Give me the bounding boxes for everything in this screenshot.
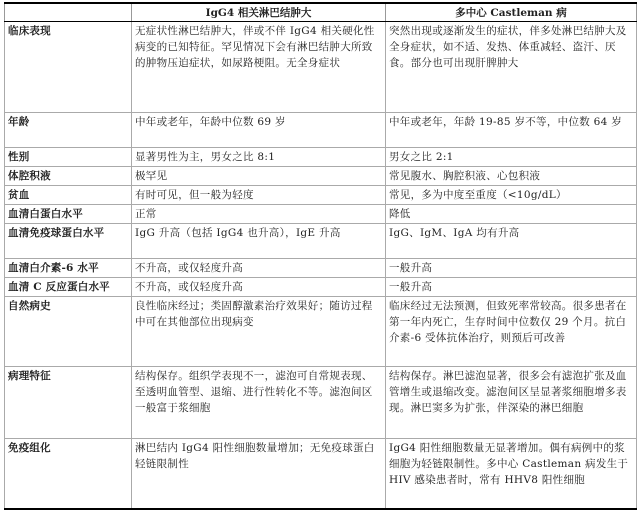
header-empty-cell [5, 3, 132, 22]
castleman-cell: 一般升高 [386, 278, 637, 297]
igg4-cell: 有时可见，但一般为轻度 [132, 186, 386, 205]
castleman-cell: 常见，多为中度至重度（<10g/dL） [386, 186, 637, 205]
igg4-cell: 无症状性淋巴结肿大，伴或不伴 IgG4 相关硬化性病变的已知特征。罕见情况下会有淋巴结肿大所致的肿物压迫症状，如尿路梗阻。无全身症状 [132, 22, 386, 113]
castleman-cell: IgG4 阳性细胞数量无显著增加。偶有病例中的浆细胞为轻链限制性。多中心 Castleman 病发生于 HIV 感染患者时，常有 HHV8 阳性细胞 [386, 439, 637, 509]
igg4-cell: IgG 升高（包括 IgG4 也升高），IgE 升高 [132, 224, 386, 259]
castleman-cell: 降低 [386, 205, 637, 224]
header-igg4: IgG4 相关淋巴结肿大 [132, 3, 386, 22]
castleman-cell: 一般升高 [386, 259, 637, 278]
castleman-cell: 中年或老年，年龄 19-85 岁不等，中位数 64 岁 [386, 113, 637, 148]
table-row [5, 22, 637, 113]
igg4-cell: 显著男性为主，男女之比 8:1 [132, 148, 386, 167]
castleman-cell: 男女之比 2:1 [386, 148, 637, 167]
igg4-cell: 良性临床经过；类固醇激素治疗效果好；随访过程中可在其他部位出现病变 [132, 297, 386, 367]
row-label: 自然病史 [5, 297, 132, 367]
igg4-cell: 不升高，或仅轻度升高 [132, 259, 386, 278]
igg4-cell: 淋巴结内 IgG4 阳性细胞数量增加；无免疫球蛋白轻链限制性 [132, 439, 386, 509]
table-row [5, 205, 637, 224]
table-row [5, 186, 637, 205]
comparison-table [4, 2, 637, 510]
igg4-cell: 中年或老年，年龄中位数 69 岁 [132, 113, 386, 148]
castleman-cell: IgG、IgM、IgA 均有升高 [386, 224, 637, 259]
row-label: 体腔积液 [5, 167, 132, 186]
row-label: 血清白蛋白水平 [5, 205, 132, 224]
header-castleman: 多中心 Castleman 病 [386, 3, 637, 22]
igg4-cell: 结构保存。组织学表现不一，滤泡可自常规表现、至透明血管型、退缩、进行性转化不等。滤泡间区一般富于浆细胞 [132, 367, 386, 439]
castleman-cell: 常见腹水、胸腔积液、心包积液 [386, 167, 637, 186]
table-row [5, 148, 637, 167]
row-label: 病理特征 [5, 367, 132, 439]
row-label: 性别 [5, 148, 132, 167]
table-row [5, 113, 637, 148]
table-row [5, 439, 637, 509]
castleman-cell: 临床经过无法预测，但致死率常较高。很多患者在第一年内死亡，生存时间中位数仅 29 个月。抗白介素-6 受体抗体治疗，则预后可改善 [386, 297, 637, 367]
table-row [5, 367, 637, 439]
comparison-table-container [4, 2, 636, 510]
row-label: 年龄 [5, 113, 132, 148]
igg4-cell: 正常 [132, 205, 386, 224]
igg4-cell: 极罕见 [132, 167, 386, 186]
table-row [5, 278, 637, 297]
table-row [5, 259, 637, 278]
row-label: 免疫组化 [5, 439, 132, 509]
row-label: 临床表现 [5, 22, 132, 113]
castleman-cell: 突然出现或逐渐发生的症状，伴多处淋巴结肿大及全身症状，如不适、发热、体重减轻、盗汗、厌食。部分也可出现肝脾肿大 [386, 22, 637, 113]
castleman-cell: 结构保存。淋巴滤泡显著，很多会有滤泡扩张及血管增生或退缩改变。滤泡间区呈显著浆细胞增多表现。淋巴窦多为扩张，伴深染的淋巴细胞 [386, 367, 637, 439]
igg4-cell: 不升高，或仅轻度升高 [132, 278, 386, 297]
row-label: 贫血 [5, 186, 132, 205]
table-row [5, 224, 637, 259]
table-row [5, 167, 637, 186]
row-label: 血清白介素-6 水平 [5, 259, 132, 278]
row-label: 血清免疫球蛋白水平 [5, 224, 132, 259]
row-label: 血清 C 反应蛋白水平 [5, 278, 132, 297]
table-row [5, 297, 637, 367]
table-header-row [5, 3, 637, 22]
